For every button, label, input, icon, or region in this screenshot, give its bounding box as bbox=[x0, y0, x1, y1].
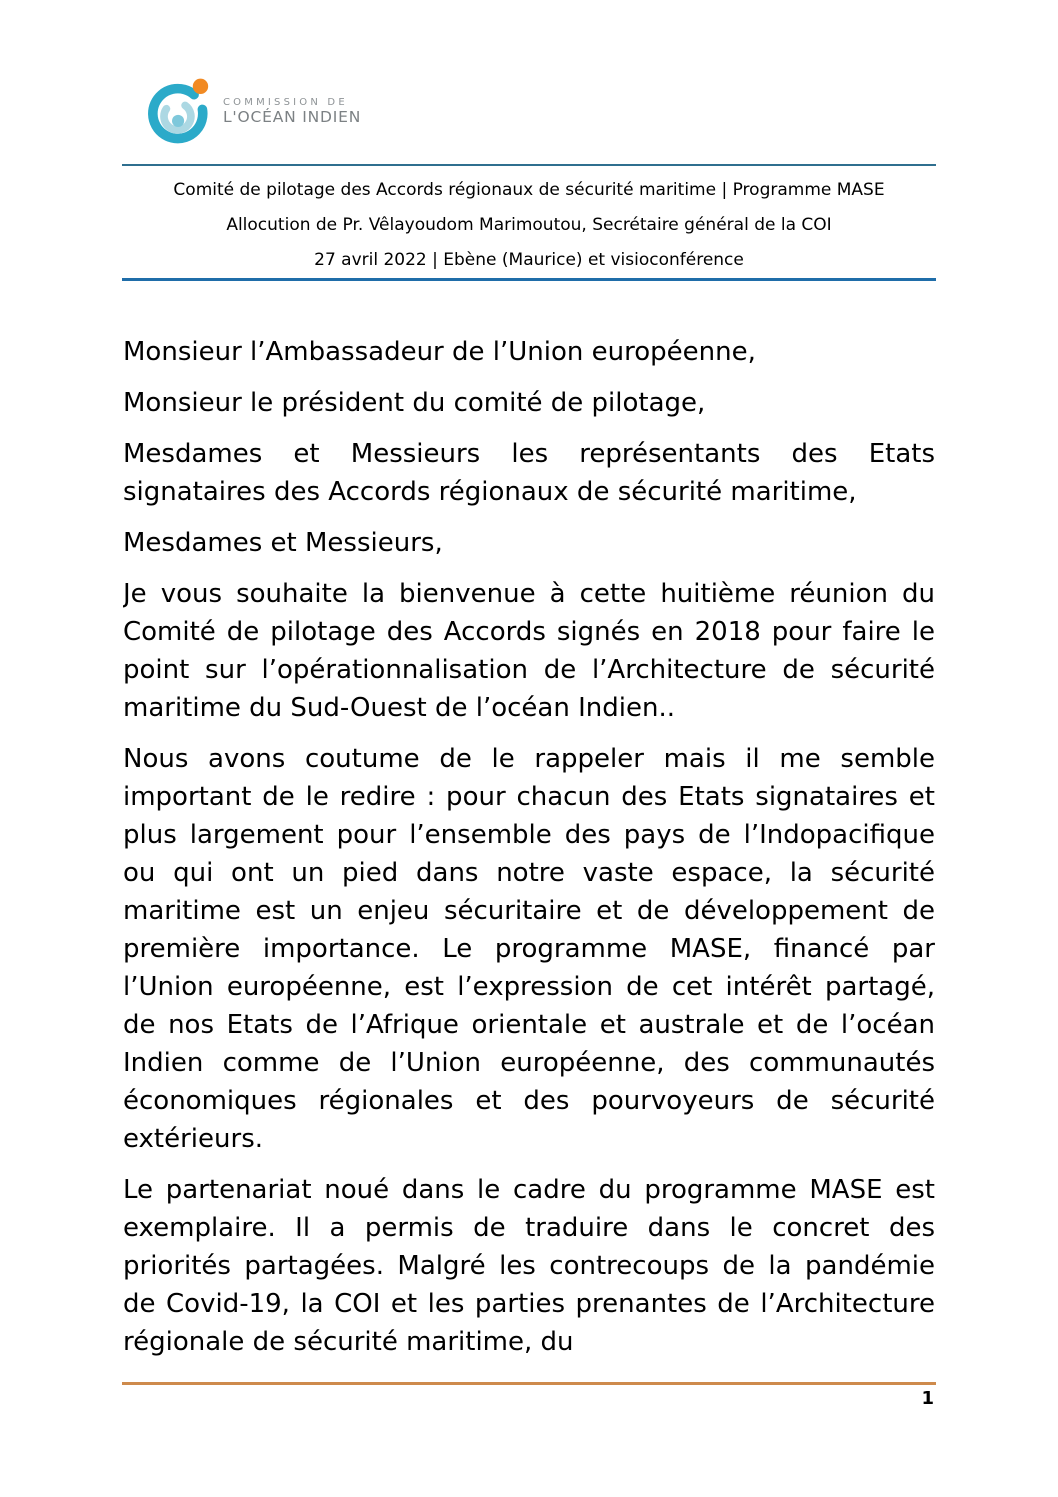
logo-text-line2: L'OCÉAN INDIEN bbox=[223, 108, 362, 126]
header-speech-author: Allocution de Pr. Vêlayoudom Marimoutou, Secrétaire général de la COI bbox=[226, 215, 832, 235]
body-paragraph-salutation-4: Mesdames et Messieurs, bbox=[123, 528, 443, 558]
coi-logo bbox=[148, 78, 1058, 144]
document-header bbox=[0, 78, 1058, 281]
coi-logo-icon bbox=[148, 78, 212, 144]
header-rule-bottom bbox=[122, 278, 936, 281]
body-paragraph-context: Nous avons coutume de le rappeler mais il me semble important de le redire : pour chacun des Etats signataires et plus largement pour l’ensemble des pays de l’Indopacifique ou qui ont un pied dans notre vaste espace, la sécurité maritime est un enjeu sécuritaire et de développement de première importance. Le programme MASE, financé par l’Union européenne, est l’expression de cet intérêt partagé, de nos Etats de l’Afrique orientale et australe et de l’océan Indien comme de l’Union européenne, des communautés économiques régionales et des pourvoyeurs de sécurité extérieurs. bbox=[123, 744, 935, 1154]
footer-rule bbox=[122, 1382, 936, 1385]
page-number: 1 bbox=[921, 1388, 934, 1409]
body-paragraph-salutation-3: Mesdames et Messieurs les représentants des Etats signataires des Accords régionaux de sécurité maritime, bbox=[123, 439, 935, 507]
body-paragraph-partnership: Le partenariat noué dans le cadre du programme MASE est exemplaire. Il a permis de traduire dans le concret des priorités partagées. Malgré les contrecoups de la pandémie de Covid-19, la COI et les parties prenantes de l’Architecture régionale de sécurité maritime, du bbox=[123, 1175, 935, 1357]
body-paragraph-welcome: Je vous souhaite la bienvenue à cette huitième réunion du Comité de pilotage des Accords signés en 2018 pour faire le point sur l’opérationnalisation de l’Architecture de sécurité maritime du Sud-Ouest de l’océan Indien.. bbox=[123, 579, 935, 723]
logo-text-line1: COMMISSION DE bbox=[223, 97, 348, 108]
body-paragraph-salutation-1: Monsieur l’Ambassadeur de l’Union européenne, bbox=[123, 337, 756, 367]
coi-logo-text bbox=[223, 96, 361, 126]
header-date-location: 27 avril 2022 | Ebène (Maurice) et visioconférence bbox=[314, 250, 744, 270]
speech-body bbox=[123, 333, 935, 1374]
body-paragraph-salutation-2: Monsieur le président du comité de pilotage, bbox=[123, 388, 706, 418]
document-footer bbox=[122, 1382, 936, 1410]
header-lines bbox=[122, 166, 936, 278]
header-event-title: Comité de pilotage des Accords régionaux de sécurité maritime | Programme MASE bbox=[173, 180, 885, 200]
